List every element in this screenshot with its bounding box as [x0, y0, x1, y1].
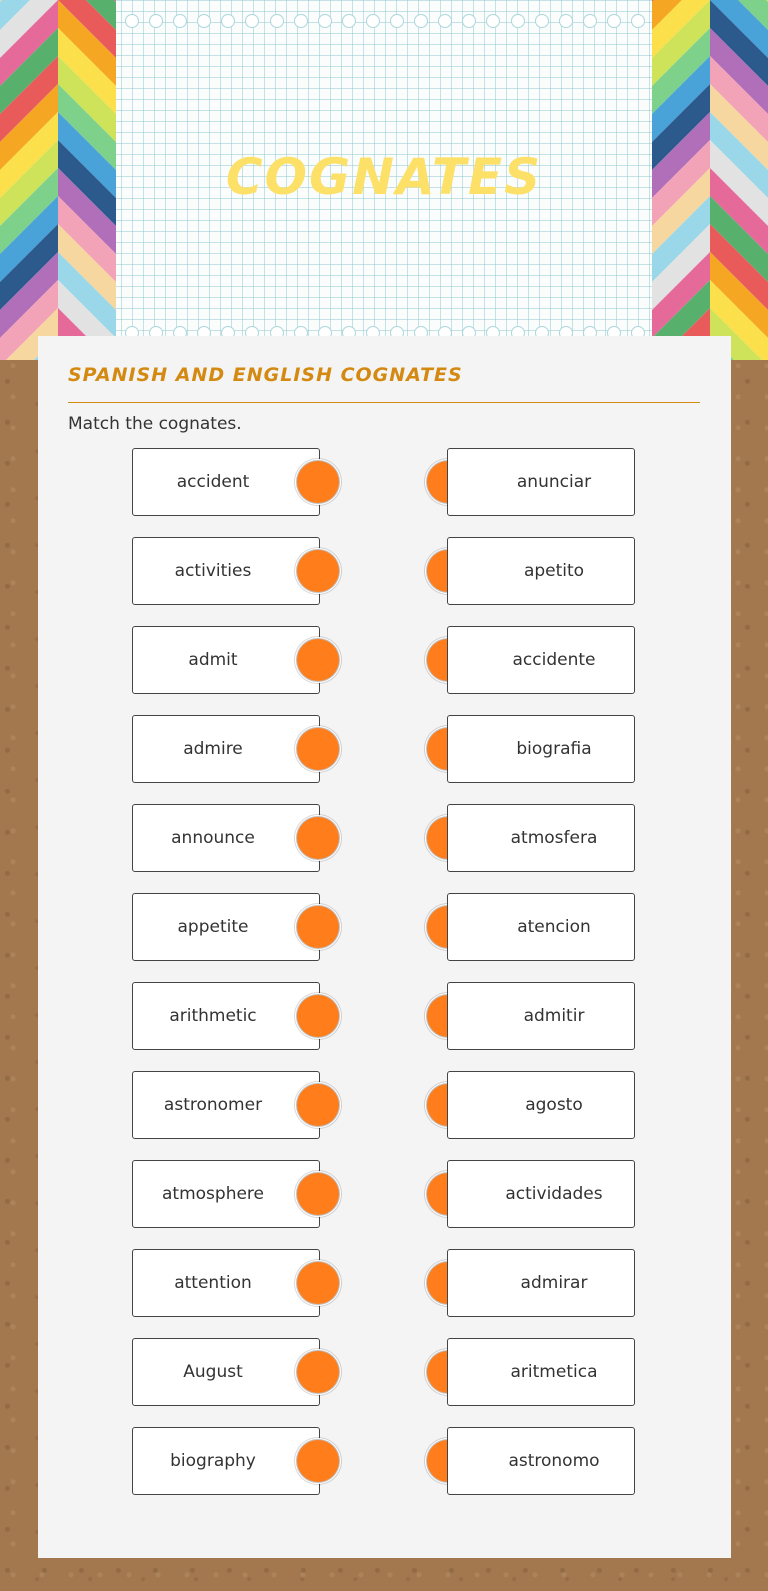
header-banner	[0, 0, 768, 360]
match-row	[38, 1249, 731, 1319]
hole	[559, 14, 573, 28]
spanish-word-box[interactable]: admitir	[447, 982, 635, 1050]
heading-divider	[68, 402, 700, 403]
match-row	[38, 1338, 731, 1408]
left-connector-dot[interactable]	[297, 639, 339, 681]
english-word-box[interactable]: admit	[132, 626, 320, 694]
hole	[631, 14, 645, 28]
hole	[366, 14, 380, 28]
hole	[535, 14, 549, 28]
spanish-word-box[interactable]: atencion	[447, 893, 635, 961]
match-row	[38, 982, 731, 1052]
english-word-box[interactable]: accident	[132, 448, 320, 516]
spanish-word-box[interactable]: actividades	[447, 1160, 635, 1228]
hole	[438, 14, 452, 28]
match-row	[38, 626, 731, 696]
left-connector-dot[interactable]	[297, 1351, 339, 1393]
spanish-word-box[interactable]: admirar	[447, 1249, 635, 1317]
chevron-pattern-left	[0, 0, 116, 360]
section-heading: SPANISH AND ENGLISH COGNATES	[68, 364, 463, 386]
spanish-word-box[interactable]: biografia	[447, 715, 635, 783]
hole	[414, 14, 428, 28]
notebook-holes-top	[125, 14, 645, 28]
left-connector-dot[interactable]	[297, 906, 339, 948]
english-word-box[interactable]: attention	[132, 1249, 320, 1317]
match-row	[38, 537, 731, 607]
page-title: COGNATES	[225, 148, 543, 206]
spanish-word-box[interactable]: apetito	[447, 537, 635, 605]
left-connector-dot[interactable]	[297, 550, 339, 592]
match-row	[38, 1160, 731, 1230]
hole	[221, 14, 235, 28]
english-word-box[interactable]: astronomer	[132, 1071, 320, 1139]
hole	[294, 14, 308, 28]
instructions: Match the cognates.	[68, 414, 242, 434]
english-word-box[interactable]: arithmetic	[132, 982, 320, 1050]
hole	[125, 14, 139, 28]
hole	[245, 14, 259, 28]
left-connector-dot[interactable]	[297, 1084, 339, 1126]
match-row	[38, 448, 731, 518]
english-word-box[interactable]: August	[132, 1338, 320, 1406]
hole	[149, 14, 163, 28]
left-connector-dot[interactable]	[297, 728, 339, 770]
spanish-word-box[interactable]: accidente	[447, 626, 635, 694]
english-word-box[interactable]: admire	[132, 715, 320, 783]
spanish-word-box[interactable]: agosto	[447, 1071, 635, 1139]
left-connector-dot[interactable]	[297, 461, 339, 503]
hole	[390, 14, 404, 28]
hole	[462, 14, 476, 28]
left-connector-dot[interactable]	[297, 817, 339, 859]
hole	[173, 14, 187, 28]
english-word-box[interactable]: biography	[132, 1427, 320, 1495]
hole	[583, 14, 597, 28]
hole	[318, 14, 332, 28]
english-word-box[interactable]: activities	[132, 537, 320, 605]
hole	[486, 14, 500, 28]
left-connector-dot[interactable]	[297, 995, 339, 1037]
hole	[607, 14, 621, 28]
chevron-pattern-right	[652, 0, 768, 360]
match-row	[38, 1427, 731, 1497]
left-connector-dot[interactable]	[297, 1262, 339, 1304]
spanish-word-box[interactable]: astronomo	[447, 1427, 635, 1495]
match-row	[38, 893, 731, 963]
english-word-box[interactable]: appetite	[132, 893, 320, 961]
left-connector-dot[interactable]	[297, 1173, 339, 1215]
hole	[197, 14, 211, 28]
spanish-word-box[interactable]: aritmetica	[447, 1338, 635, 1406]
hole	[511, 14, 525, 28]
worksheet-card	[38, 336, 731, 1558]
match-row	[38, 804, 731, 874]
match-row	[38, 715, 731, 785]
hole	[270, 14, 284, 28]
hole	[342, 14, 356, 28]
spanish-word-box[interactable]: atmosfera	[447, 804, 635, 872]
spanish-word-box[interactable]: anunciar	[447, 448, 635, 516]
match-row	[38, 1071, 731, 1141]
english-word-box[interactable]: atmosphere	[132, 1160, 320, 1228]
english-word-box[interactable]: announce	[132, 804, 320, 872]
left-connector-dot[interactable]	[297, 1440, 339, 1482]
